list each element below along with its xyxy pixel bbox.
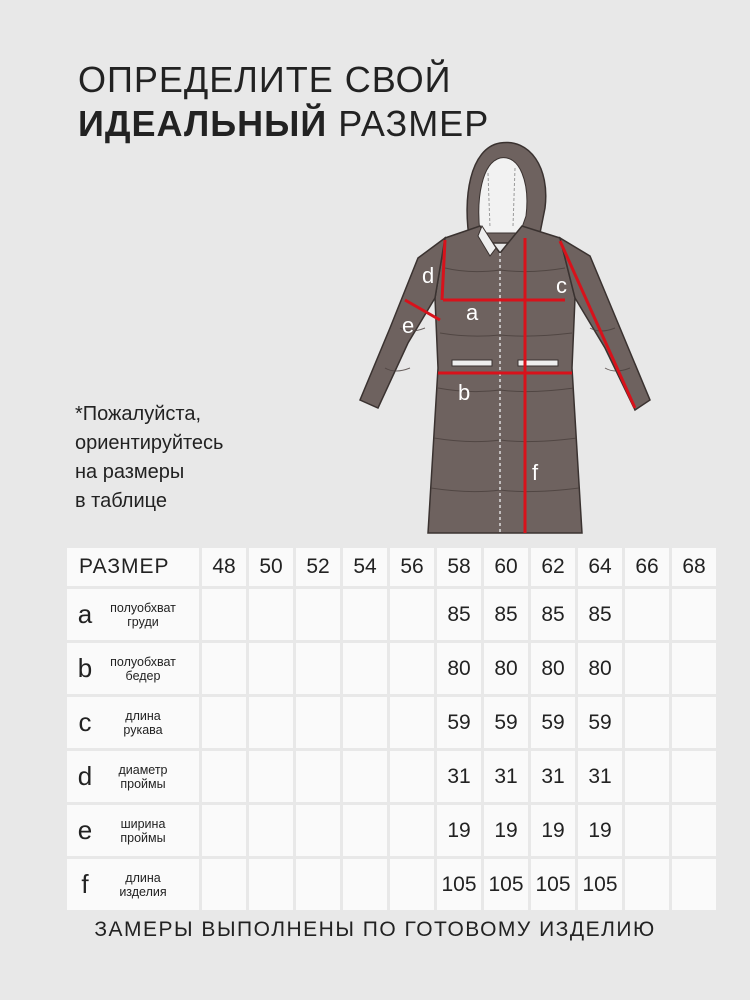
table-cell — [390, 589, 434, 640]
size-header-row — [67, 548, 716, 586]
coat-diagram — [350, 138, 660, 538]
table-cell — [625, 697, 669, 748]
table-cell — [202, 697, 246, 748]
measure-label-d: d — [422, 263, 435, 288]
table-cell: 31 — [578, 751, 622, 802]
table-cell: 59 — [437, 697, 481, 748]
size-header-cell: 64 — [578, 548, 622, 586]
title-bold-word: ИДЕАЛЬНЫЙ — [78, 103, 328, 144]
table-cell — [249, 697, 293, 748]
table-cell: 105 — [484, 859, 528, 910]
table-cell — [390, 643, 434, 694]
table-cell — [202, 589, 246, 640]
table-cell: 31 — [531, 751, 575, 802]
table-cell — [343, 751, 387, 802]
table-cell — [672, 589, 716, 640]
table-cell — [249, 589, 293, 640]
table-cell — [202, 643, 246, 694]
table-cell — [202, 859, 246, 910]
table-cell: 80 — [531, 643, 575, 694]
table-cell: 85 — [578, 589, 622, 640]
row-description: ширина проймы — [120, 816, 166, 845]
table-cell — [296, 751, 340, 802]
table-cell: 80 — [484, 643, 528, 694]
table-cell — [296, 859, 340, 910]
row-letter: b — [77, 653, 93, 683]
table-cell — [672, 805, 716, 856]
table-cell — [625, 751, 669, 802]
row-letter: a — [77, 599, 93, 629]
note-line: ориентируйтесь — [75, 432, 224, 454]
table-cell: 105 — [578, 859, 622, 910]
row-letter: e — [77, 815, 93, 845]
table-cell — [202, 805, 246, 856]
table-cell — [343, 805, 387, 856]
size-header-cell: 52 — [296, 548, 340, 586]
row-label — [67, 697, 199, 748]
table-cell — [625, 589, 669, 640]
table-row — [67, 697, 716, 748]
table-cell — [390, 697, 434, 748]
measure-label-c: c — [556, 273, 567, 298]
row-description: длина рукава — [123, 708, 163, 737]
table-row — [67, 805, 716, 856]
table-row — [67, 859, 716, 910]
note-line: *Пожалуйста, — [75, 403, 202, 425]
row-description: полуобхват бедер — [110, 654, 176, 683]
table-cell: 105 — [531, 859, 575, 910]
size-header-cell: 50 — [249, 548, 293, 586]
row-description: длина изделия — [119, 870, 167, 899]
row-description: диаметр проймы — [118, 762, 168, 791]
table-cell: 85 — [531, 589, 575, 640]
table-cell: 31 — [437, 751, 481, 802]
table-cell: 59 — [578, 697, 622, 748]
table-cell: 19 — [437, 805, 481, 856]
size-table — [64, 545, 719, 913]
row-label — [67, 589, 199, 640]
table-cell: 19 — [484, 805, 528, 856]
measure-label-a: a — [466, 300, 479, 325]
footer-note: ЗАМЕРЫ ВЫПОЛНЕНЫ ПО ГОТОВОМУ ИЗДЕЛИЮ — [94, 918, 656, 941]
table-cell — [390, 751, 434, 802]
size-header-cell: 58 — [437, 548, 481, 586]
table-cell — [296, 697, 340, 748]
row-description: полуобхват груди — [110, 600, 176, 629]
table-cell — [296, 643, 340, 694]
note-line: на размеры — [75, 461, 185, 483]
table-cell: 80 — [437, 643, 481, 694]
table-cell — [202, 751, 246, 802]
table-cell — [672, 751, 716, 802]
table-cell — [672, 859, 716, 910]
measure-label-f: f — [532, 460, 539, 485]
table-cell — [390, 859, 434, 910]
table-cell — [296, 805, 340, 856]
row-label — [67, 805, 199, 856]
size-header-cell: 48 — [202, 548, 246, 586]
table-cell — [249, 751, 293, 802]
note-line: в таблице — [75, 490, 167, 512]
size-header-cell: 66 — [625, 548, 669, 586]
table-cell: 19 — [531, 805, 575, 856]
table-cell: 31 — [484, 751, 528, 802]
measure-label-e: e — [402, 313, 415, 338]
table-cell: 80 — [578, 643, 622, 694]
size-header-cell: 60 — [484, 548, 528, 586]
size-table-body — [67, 589, 716, 910]
title-regular-word: РАЗМЕР — [327, 103, 490, 144]
table-cell — [343, 589, 387, 640]
row-letter: c — [78, 707, 92, 737]
table-cell — [249, 643, 293, 694]
table-cell — [343, 697, 387, 748]
table-cell — [343, 859, 387, 910]
row-letter: d — [77, 761, 93, 791]
size-header-label: РАЗМЕР — [67, 548, 199, 586]
table-row — [67, 643, 716, 694]
size-header-cell: 62 — [531, 548, 575, 586]
size-note — [75, 400, 223, 516]
table-cell: 85 — [484, 589, 528, 640]
table-row — [67, 589, 716, 640]
table-cell — [390, 805, 434, 856]
size-header-cell: 68 — [672, 548, 716, 586]
size-header-cell: 56 — [390, 548, 434, 586]
row-label — [67, 751, 199, 802]
table-cell — [625, 643, 669, 694]
table-cell — [625, 859, 669, 910]
row-label — [67, 859, 199, 910]
row-label — [67, 643, 199, 694]
table-cell — [672, 643, 716, 694]
table-cell: 85 — [437, 589, 481, 640]
row-letter: f — [81, 869, 89, 899]
page-title — [78, 58, 489, 146]
table-cell — [249, 805, 293, 856]
table-cell: 59 — [484, 697, 528, 748]
table-cell: 59 — [531, 697, 575, 748]
table-cell — [343, 643, 387, 694]
table-row — [67, 751, 716, 802]
table-cell: 105 — [437, 859, 481, 910]
title-line-1: ОПРЕДЕЛИТЕ СВОЙ — [78, 59, 452, 100]
table-cell: 19 — [578, 805, 622, 856]
table-cell — [296, 589, 340, 640]
table-cell — [672, 697, 716, 748]
size-header-cell: 54 — [343, 548, 387, 586]
table-cell — [625, 805, 669, 856]
table-cell — [249, 859, 293, 910]
measure-label-b: b — [458, 380, 471, 405]
